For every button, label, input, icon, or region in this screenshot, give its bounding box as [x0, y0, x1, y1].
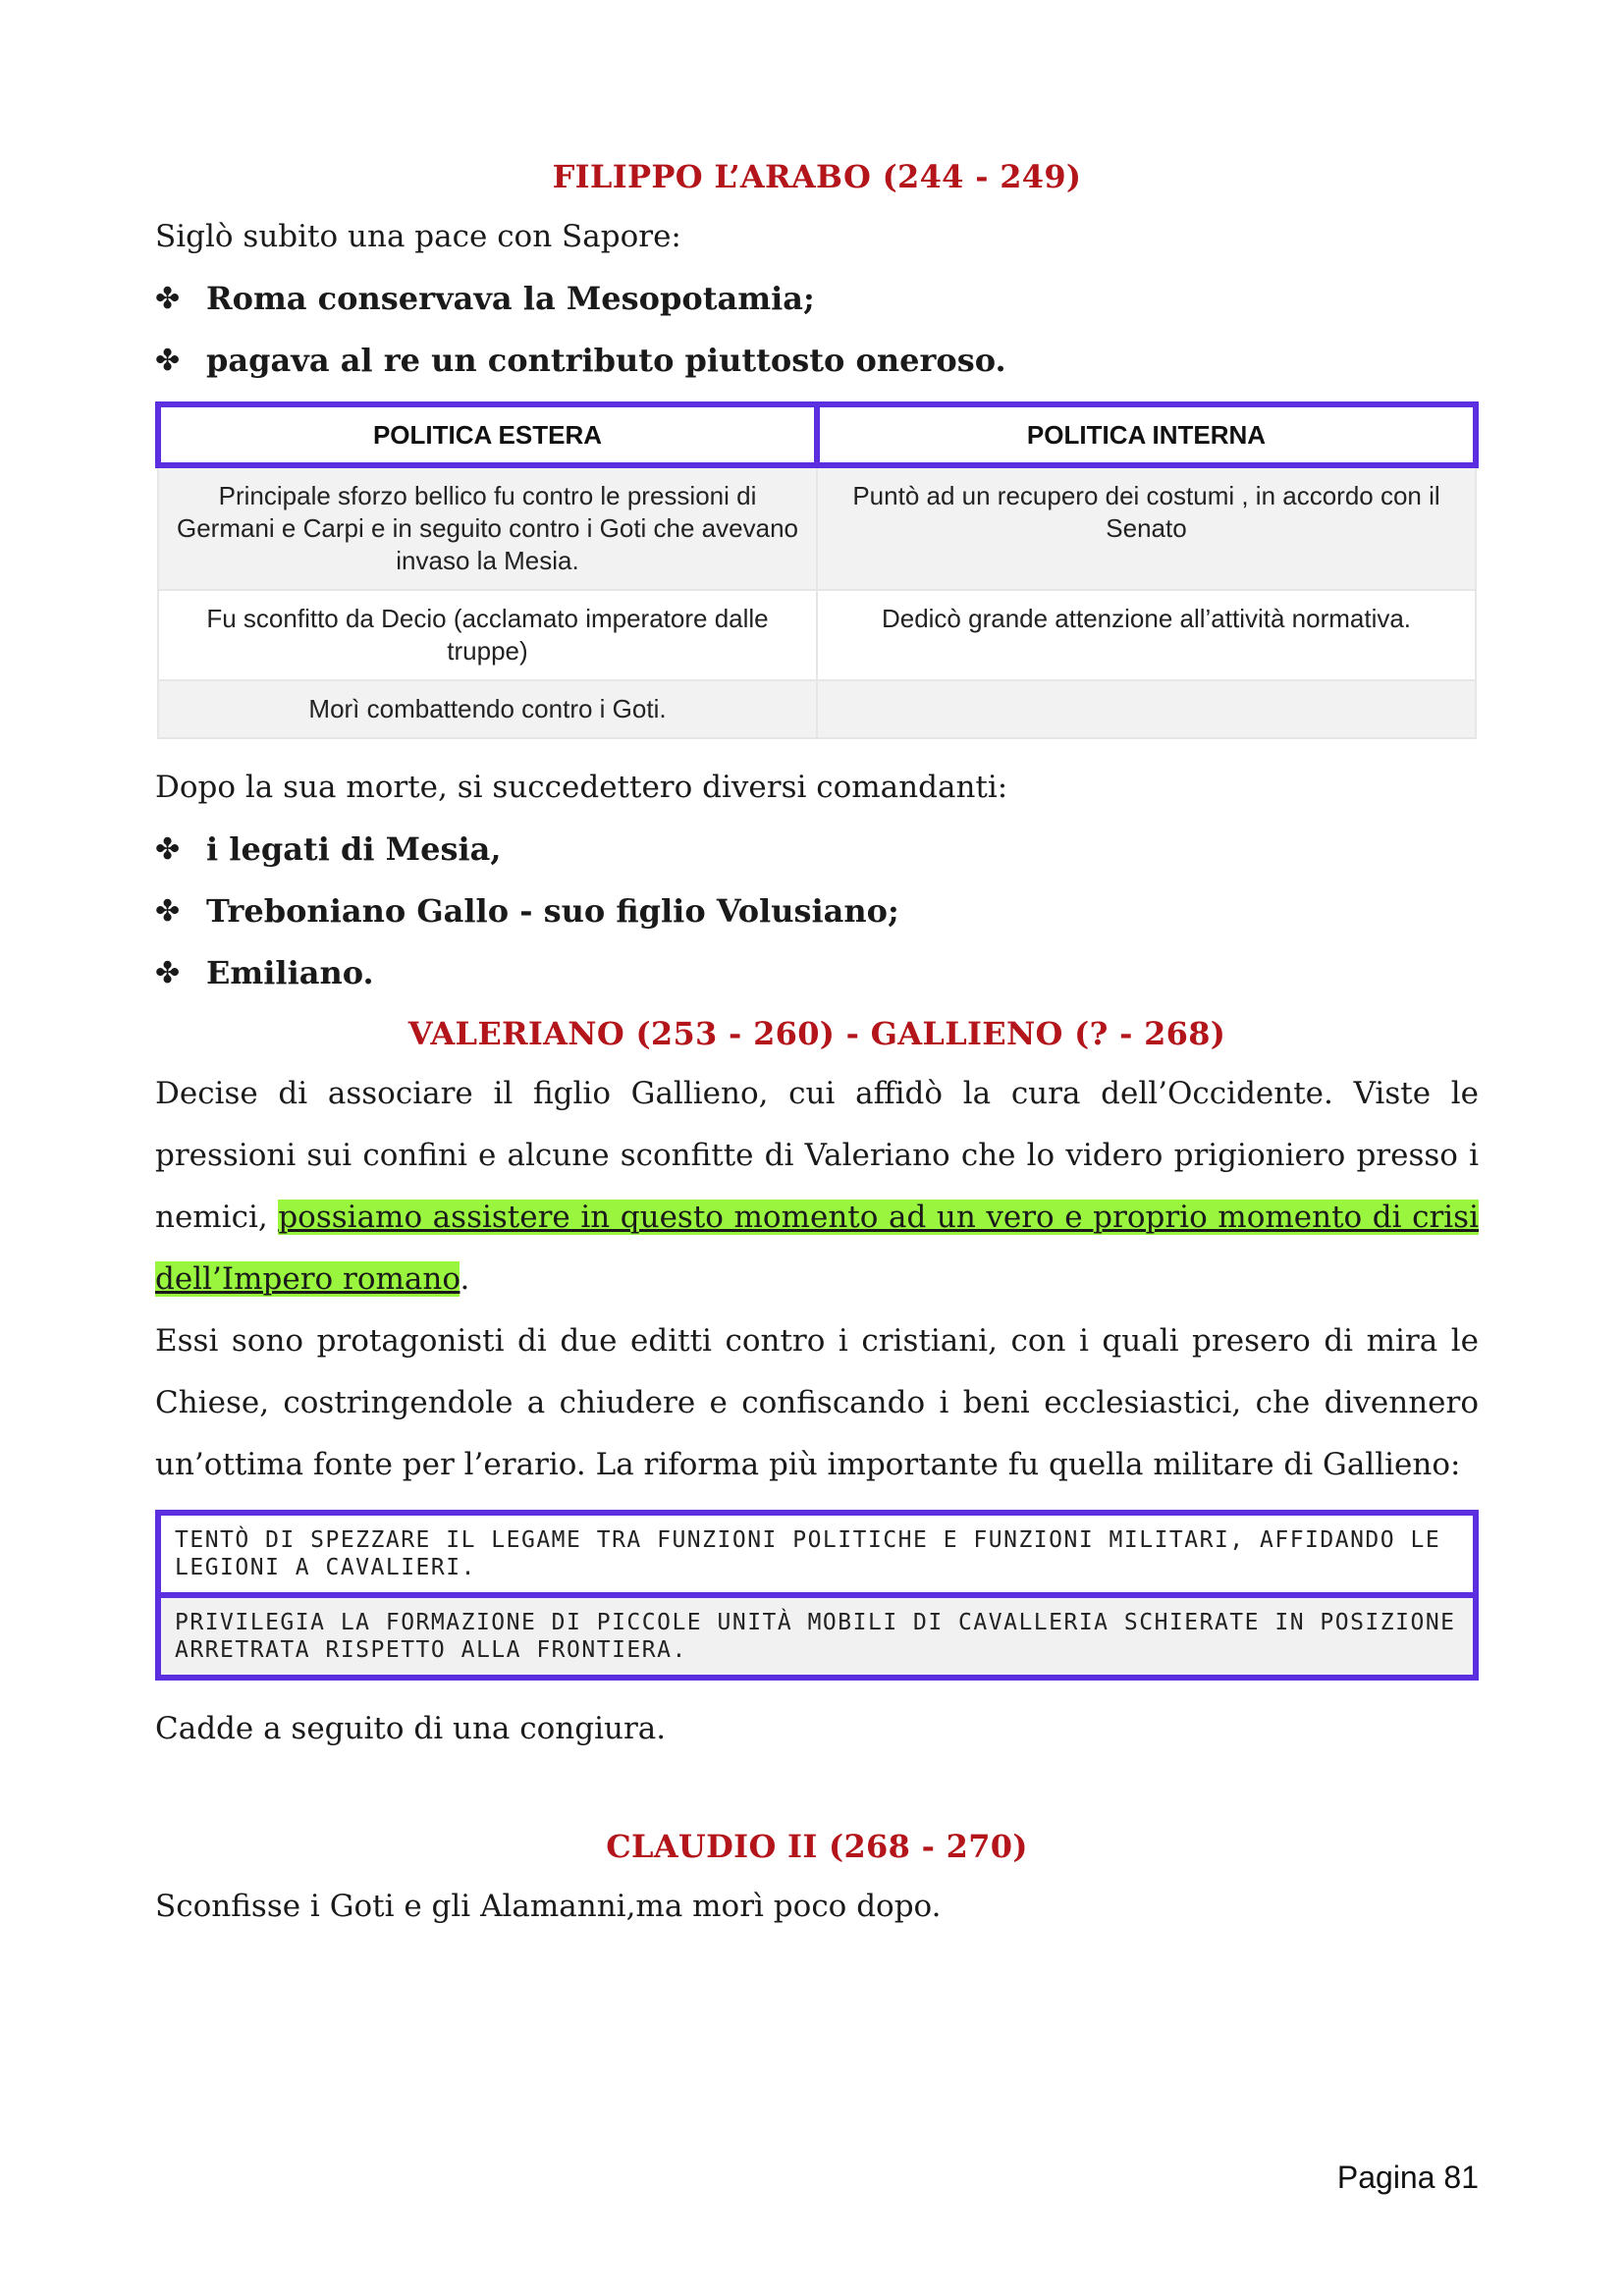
- valeriano-paragraph-1: Decise di associare il figlio Gallieno, cui affidò la cura dell’Occidente. Viste le pressioni sui confini e alcune sconfitte di Valeriano che lo videro prigioniero presso i nemici, possiamo assistere in questo momento ad un vero e proprio momento di crisi dell’Impero romano.: [155, 1076, 1479, 1297]
- list-item: ✤ Emiliano.: [155, 942, 1479, 1004]
- table-row: [158, 590, 1476, 680]
- page-content: [155, 147, 1479, 1938]
- clover-bullet-icon: ✤: [155, 956, 181, 990]
- table-cell: Principale sforzo bellico fu contro le pressioni di Germani e Carpi e in seguito contro i Goti che avevano invaso la Mesia.: [158, 465, 817, 590]
- table-row: [158, 465, 1476, 590]
- riforma-box: [155, 1510, 1479, 1681]
- clover-bullet-icon: ✤: [155, 894, 181, 929]
- clover-bullet-icon: ✤: [155, 344, 181, 378]
- list-item: ✤ Treboniano Gallo - suo figlio Volusiano;: [155, 881, 1479, 942]
- valeriano-paragraph-3: Cadde a seguito di una congiura.: [155, 1711, 667, 1746]
- table-row: [158, 680, 1476, 738]
- table-cell: Morì combattendo contro i Goti.: [158, 680, 817, 738]
- claudio-text: Sconfisse i Goti e gli Alamanni,ma morì poco dopo.: [155, 1889, 942, 1924]
- filippo-bullets: [155, 268, 1479, 392]
- list-item: ✤ i legati di Mesia,: [155, 819, 1479, 881]
- page-number: Pagina 81: [1336, 2160, 1479, 2195]
- table-cell: Fu sconfitto da Decio (acclamato imperatore dalle truppe): [158, 590, 817, 680]
- list-item: ✤ pagava al re un contributo piuttosto oneroso.: [155, 330, 1479, 392]
- header-politica-estera: POLITICA ESTERA: [158, 404, 817, 465]
- clover-bullet-icon: ✤: [155, 282, 181, 316]
- after-bullets: [155, 819, 1479, 1004]
- table-header-row: [158, 404, 1476, 465]
- politica-table: [155, 401, 1479, 739]
- riforma-item: TENTÒ DI SPEZZARE IL LEGAME TRA FUNZIONI POLITICHE E FUNZIONI MILITARI, AFFIDANDO LE LEGIONI A CAVALIERI.: [175, 1527, 1441, 1580]
- highlighted-text: possiamo assistere in questo momento ad un vero e proprio momento di crisi dell’Impero romano: [155, 1200, 1479, 1297]
- heading-valeriano: VALERIANO (253 - 260) - GALLIENO (? - 268): [407, 1015, 1226, 1052]
- header-politica-interna: POLITICA INTERNA: [817, 404, 1476, 465]
- heading-filippo: FILIPPO L’ARABO (244 - 249): [552, 158, 1082, 195]
- riforma-item: PRIVILEGIA LA FORMAZIONE DI PICCOLE UNITÀ MOBILI DI CAVALLERIA SCHIERATE IN POSIZIONE ARRETRATA RISPETTO ALLA FRONTIERA.: [161, 1592, 1473, 1675]
- heading-claudio: CLAUDIO II (268 - 270): [606, 1828, 1028, 1865]
- table-cell: Puntò ad un recupero dei costumi , in accordo con il Senato: [817, 465, 1476, 590]
- after-intro: Dopo la sua morte, si succedettero diversi comandanti:: [155, 770, 1008, 805]
- table-cell: [817, 680, 1476, 738]
- filippo-intro: Siglò subito una pace con Sapore:: [155, 219, 681, 254]
- clover-bullet-icon: ✤: [155, 832, 181, 867]
- list-item: ✤ Roma conservava la Mesopotamia;: [155, 268, 1479, 330]
- table-cell: Dedicò grande attenzione all’attività normativa.: [817, 590, 1476, 680]
- valeriano-paragraph-2: Essi sono protagonisti di due editti contro i cristiani, con i quali presero di mira le Chiese, costringendole a chiudere e confiscando i beni ecclesiastici, che divennero un’ottima fonte per l’erario. La riforma più importante fu quella militare di Gallieno:: [155, 1323, 1479, 1482]
